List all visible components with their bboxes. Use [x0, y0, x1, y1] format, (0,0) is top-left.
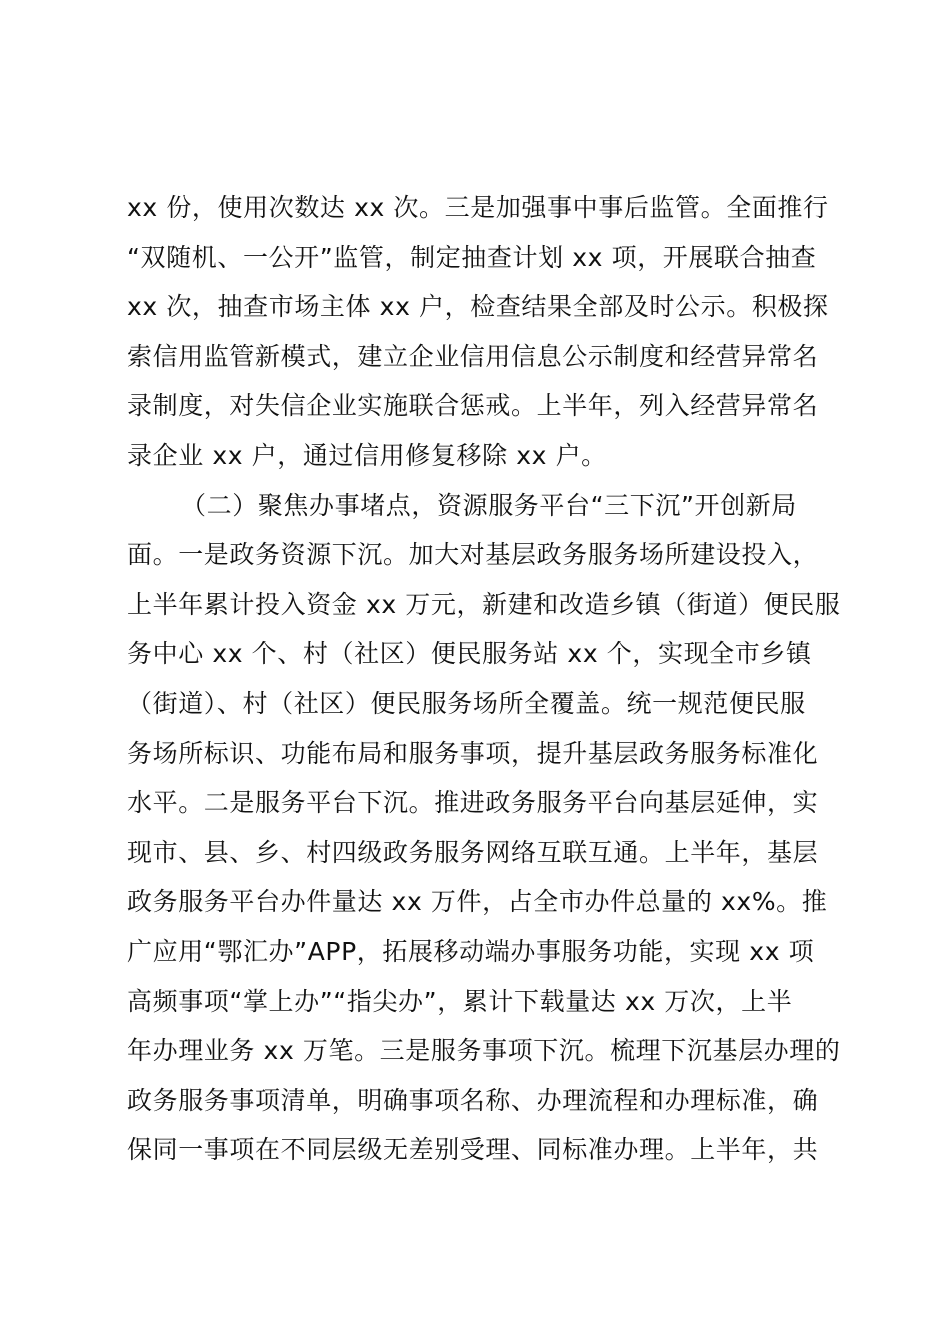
text-line: 录制度，对失信企业实施联合惩戒。上半年，列入经营异常名	[127, 391, 819, 421]
text-line: 广应用“鄂汇办”APP，拓展移动端办事服务功能，实现 xx 项	[127, 936, 815, 966]
text-line: （街道）、村（社区）便民服务场所全覆盖。统一规范便民服	[127, 688, 806, 718]
text-line: 高频事项“掌上办”“指尖办”，累计下载量达 xx 万次，上半	[127, 986, 793, 1016]
body-text	[127, 183, 841, 1175]
text-line: 上半年累计投入资金 xx 万元，新建和改造乡镇（街道）便民服	[127, 589, 841, 619]
text-line: xx 份，使用次数达 xx 次。三是加强事中事后监管。全面推行	[127, 193, 829, 222]
text-line: 面。一是政务资源下沉。加大对基层政务服务场所建设投入，	[127, 540, 819, 570]
text-line: 政务服务平台办件量达 xx 万件，占全市办件总量的 xx%。推	[127, 887, 828, 917]
text-line: 保同一事项在不同层级无差别受理、同标准办理。上半年，共	[127, 1135, 819, 1165]
text-line: 录企业 xx 户，通过信用修复移除 xx 户。	[127, 440, 607, 470]
text-line: 水平。二是服务平台下沉。推进政务服务平台向基层延伸，实	[127, 788, 819, 818]
text-line: 务场所标识、功能布局和服务事项，提升基层政务服务标准化	[127, 738, 819, 768]
text-line: 索信用监管新模式，建立企业信用信息公示制度和经营异常名	[127, 341, 819, 371]
text-line: 政务服务事项清单，明确事项名称、办理流程和办理标准，确	[127, 1085, 819, 1115]
text-line: 现市、县、乡、村四级政务服务网络互联互通。上半年，基层	[127, 837, 819, 867]
text-line: 务中心 xx 个、村（社区）便民服务站 xx 个，实现全市乡镇	[127, 639, 812, 669]
text-line: “双随机、一公开”监管，制定抽查计划 xx 项，开展联合抽查	[127, 242, 817, 272]
text-line: xx 次，抽查市场主体 xx 户，检查结果全部及时公示。积极探	[127, 292, 829, 322]
section-heading-line: （二）聚焦办事堵点，资源服务平台“三下沉”开创新局	[181, 490, 797, 520]
text-line: 年办理业务 xx 万笔。三是服务事项下沉。梳理下沉基层办理的	[127, 1036, 841, 1066]
